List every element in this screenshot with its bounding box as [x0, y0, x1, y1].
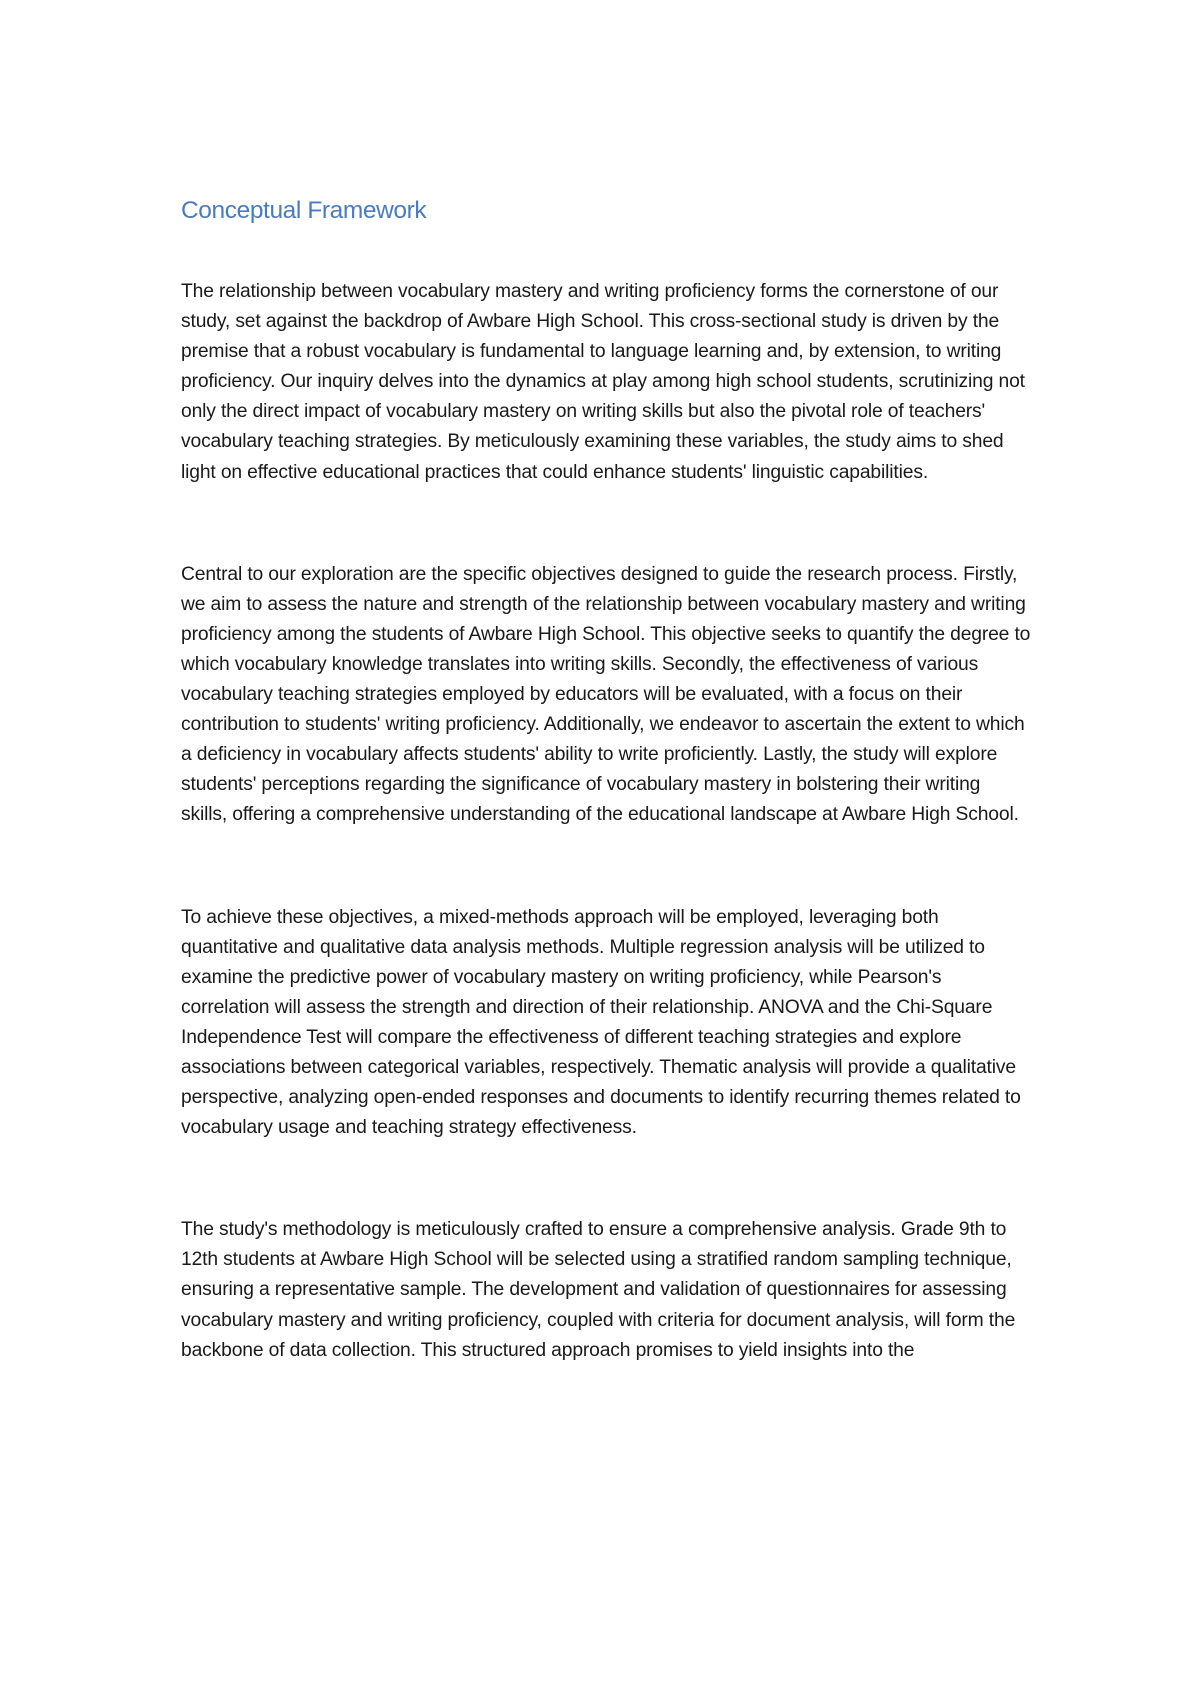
document-content	[181, 196, 1031, 1438]
paragraph-3: To achieve these objectives, a mixed-methods approach will be employed, leveraging both quantitative and qualitative data analysis methods. Multiple regression analysis will be utilized to examine the predictive power of vocabulary mastery on writing proficiency, while Pearson's correlation will assess the strength and direction of their relationship. ANOVA and the Chi-Square Independence Test will compare the effectiveness of different teaching strategies and explore associations between categorical variables, respectively. Thematic analysis will provide a qualitative perspective, analyzing open-ended responses and documents to identify recurring themes related to vocabulary usage and teaching strategy effectiveness.	[181, 906, 1021, 1139]
paragraph-1: The relationship between vocabulary mastery and writing proficiency forms the cornerstone of our study, set against the backdrop of Awbare High School. This cross-sectional study is driven by the premise that a robust vocabulary is fundamental to language learning and, by extension, to writing proficiency. Our inquiry delves into the dynamics at play among high school students, scrutinizing not only the direct impact of vocabulary mastery on writing skills but also the pivotal role of teachers' vocabulary teaching strategies. By meticulously examining these variables, the study aims to shed light on effective educational practices that could enhance students' linguistic capabilities.	[181, 281, 1025, 483]
paragraph-4: The study's methodology is meticulously crafted to ensure a comprehensive analysis. Grade 9th to 12th students at Awbare High School will be selected using a stratified random sampling technique, ensuring a representative sample. The development and validation of questionnaires for assessing vocabulary mastery and writing proficiency, coupled with criteria for document analysis, will form the backbone of data collection. This structured approach promises to yield insights into the	[181, 1219, 1016, 1361]
section-heading: Conceptual Framework	[181, 197, 427, 224]
paragraph-2: Central to our exploration are the specific objectives designed to guide the research process. Firstly, we aim to assess the nature and strength of the relationship between vocabulary mastery and writing proficiency among the students of Awbare High School. This objective seeks to quantify the degree to which vocabulary knowledge translates into writing skills. Secondly, the effectiveness of various vocabulary teaching strategies employed by educators will be evaluated, with a focus on their contribution to students' writing proficiency. Additionally, we endeavor to ascertain the extent to which a deficiency in vocabulary affects students' ability to write proficiently. Lastly, the study will explore students' perceptions regarding the significance of vocabulary mastery in bolstering their writing skills, offering a comprehensive understanding of the educational landscape at Awbare High School.	[181, 563, 1031, 826]
